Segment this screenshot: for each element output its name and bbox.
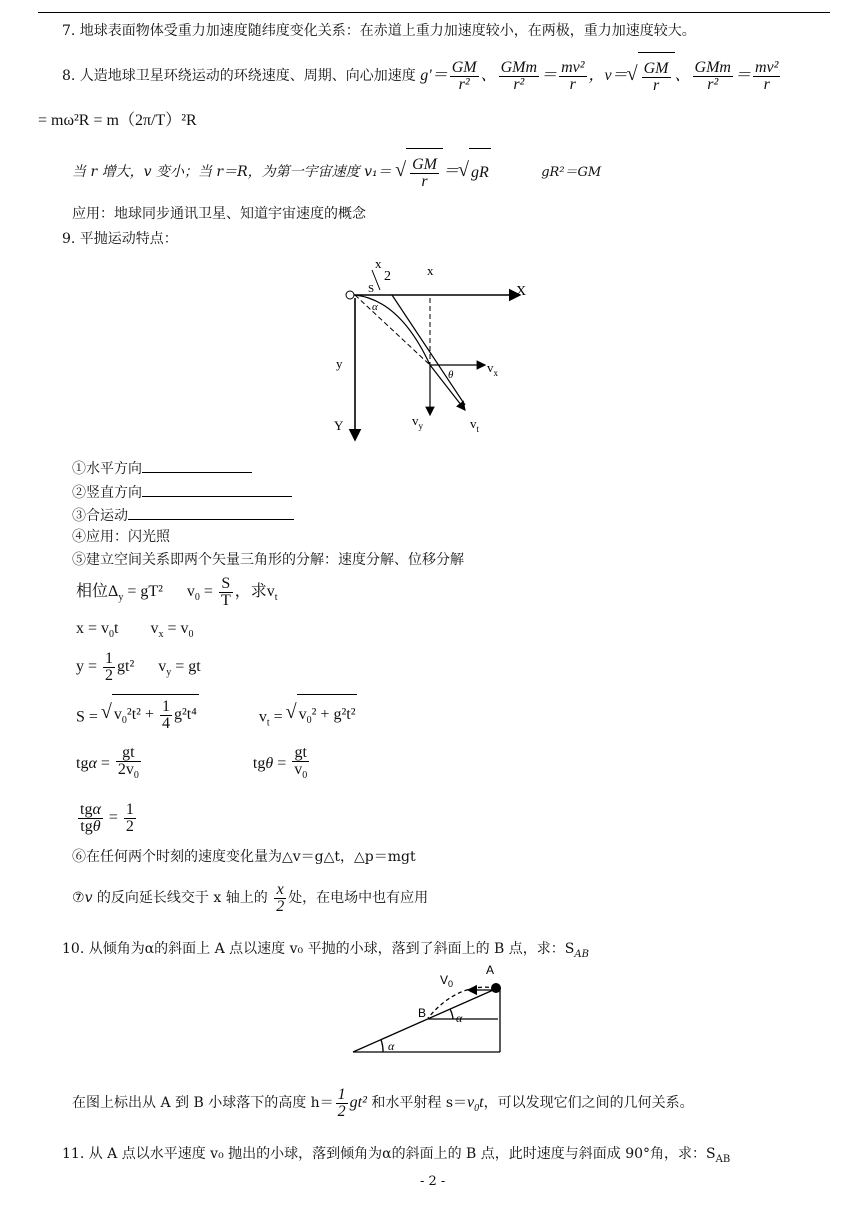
formula-g-prime: g'＝ $\frac{GM}{\text{r²}}$ 、 $\frac{\text{GMm}}{\text{r²}}$ ＝ $\frac{\text{mv²}}{r}$ ，v＝ √ $\frac{GM}{r}$ 、 $\frac{\text{GMm}}{\text{r²}}$ ＝ $\frac{\text{mv²}}{r}$ (420, 67, 782, 84)
formula-s: S = √ $v_0^2t^2$ + $\frac{1}{4}$ g²t⁴ $v_t$ = √ $v_0^2 + g^2t^2$ (76, 694, 357, 734)
svg-text:2: 2 (384, 269, 391, 284)
svg-text:Y: Y (334, 418, 344, 433)
svg-text:X: X (516, 284, 527, 299)
item-10-note: 在图上标出从 A 到 B 小球落下的高度 h＝ $\frac{1}{2}$ gt² 和水平射程 $s=v_0t$，可以发现它们之间的几何关系。 (72, 1085, 694, 1120)
svg-text:vt: $v_t$ (470, 416, 480, 434)
first-cosmic-text: 当 r 增大，v 变小；当 r＝R，为第一宇宙速度 v₁＝ (72, 164, 392, 181)
item-7: 7. 地球表面物体受重力加速度随纬度变化关系：在赤道上重力加速度较小，在两极，重力加速度较大。 (62, 23, 696, 39)
formula-y: y = $\frac{1}{2}$ gt² $v_y$ = gt (76, 649, 201, 684)
item-8-text: 8. 人造地球卫星环绕运动的环绕速度、周期、向心加速度 (62, 68, 416, 85)
svg-text:θ: θ (448, 369, 454, 381)
item-9-1: ①水平方向 (72, 458, 252, 478)
item-9-title: 9. 平抛运动特点： (62, 231, 178, 247)
svg-text:x: x (427, 263, 434, 278)
svg-text:α: α (456, 1011, 463, 1025)
item-9-5: ⑤建立空间关系即两个矢量三角形的分解：速度分解、位移分解 (72, 552, 464, 568)
blank-2[interactable] (142, 482, 292, 497)
item-9-2: ②竖直方向 (72, 482, 292, 502)
incline-figure (348, 962, 523, 1062)
svg-text:α: α (388, 1039, 395, 1053)
svg-text:V0: $V_0$ (440, 973, 454, 989)
page-number: - 2 - (420, 1174, 446, 1189)
item-9-4: ④应用：闪光照 (72, 529, 170, 545)
formula-phase: 相位$\Delta_y = gT^2$ $v_0$ = $\frac{S}{T}$ ，求$v_t$ (76, 574, 278, 609)
item-9-7: ⑦v 的反向延长线交于 x 轴上的 $\frac{x}{2}$ 处，在电场中也有应用 (72, 880, 429, 915)
svg-text:vy: $v_y$ (412, 413, 423, 431)
gr2-gm: gR²＝GM (541, 165, 602, 181)
svg-text:S: S (368, 283, 375, 295)
formula-ratio: $\frac{\text{tgα}}{\text{tgθ}}$ = $\frac{1}{2}$ (80, 800, 134, 835)
item-9-3: ③合运动 (72, 505, 294, 525)
svg-text:B: B (418, 1006, 427, 1020)
item-8-continued: = mω²R = m（2π/T）²R (38, 112, 197, 129)
svg-text:A: A (486, 963, 495, 977)
formula-x: $x = v_0t$ $v_x = v_0$ (76, 620, 194, 641)
projectile-figure (320, 250, 550, 450)
first-cosmic-formula: √ $\frac{GM}{r}$ ＝√ gR (396, 163, 491, 180)
item-9-6: ⑥在任何两个时刻的速度变化量为△v＝g△t，△p＝mgt (72, 849, 416, 865)
blank-3[interactable] (128, 505, 294, 520)
svg-text:α: α (372, 301, 378, 313)
formula-tg: tgα = $\frac{gt}{2v_0}$ tgθ = $\frac{gt}{v_0}$ (76, 744, 311, 784)
svg-text:vx: $v_x$ (487, 360, 498, 378)
item-8-note (72, 148, 601, 196)
item-11: 11. 从 A 点以水平速度 v₀ 抛出的小球，落到倾角为α的斜面上的 B 点，此时速度与斜面成 90°角，求：$S_{AB}$ (62, 1146, 731, 1165)
top-rule (38, 12, 830, 13)
x-half-label: x (375, 256, 382, 271)
item-8-apply: 应用：地球同步通讯卫星、知道宇宙速度的概念 (72, 206, 366, 222)
svg-text:y: y (336, 356, 343, 371)
item-10: 10. 从倾角为α的斜面上 A 点以速度 v₀ 平抛的小球，落到了斜面上的 B 点，求：$S_{AB}$ (62, 941, 589, 960)
item-8 (62, 52, 782, 100)
blank-1[interactable] (142, 458, 252, 473)
